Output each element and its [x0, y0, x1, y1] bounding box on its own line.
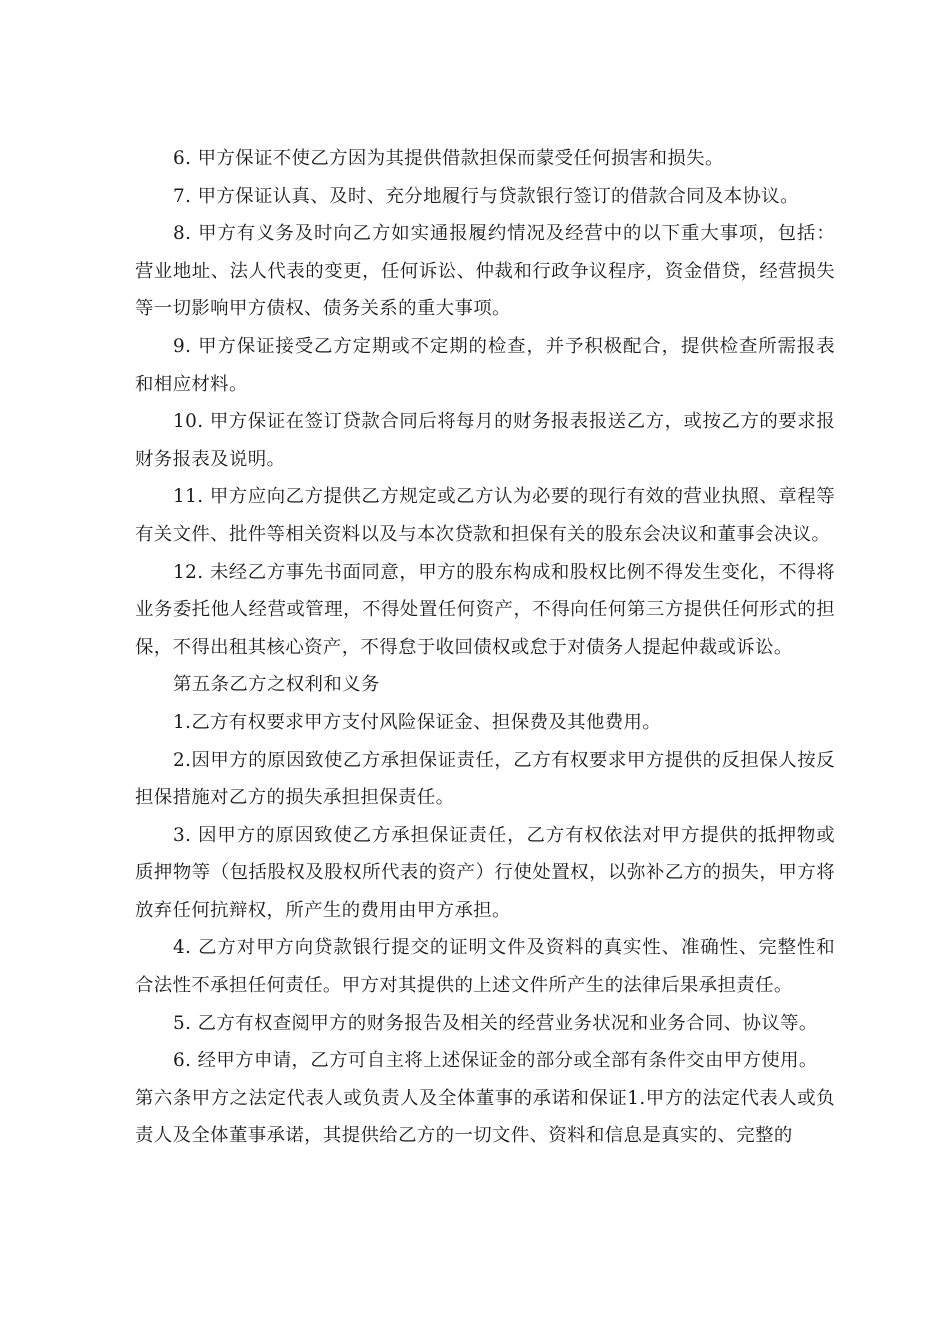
paragraph-clause-4-8: 8. 甲方有义务及时向乙方如实通报履约情况及经营中的以下重大事项，包括：营业地址、法人代表的变更，任何诉讼、仲裁和行政争议程序，资金借贷，经营损失等一切影响甲方债权、债务关系的重大事项。	[135, 223, 835, 320]
paragraph-clause-5-1: 1.乙方有权要求甲方支付风险保证金、担保费及其他费用。	[173, 711, 662, 733]
paragraph-clause-4-10: 10. 甲方保证在签订贷款合同后将每月的财务报表报送乙方，或按乙方的要求报财务报表及说明。	[135, 411, 835, 470]
section-heading-article-5: 第五条乙方之权利和义务	[173, 674, 380, 696]
paragraph-clause-4-11: 11. 甲方应向乙方提供乙方规定或乙方认为必要的现行有效的营业执照、章程等有关文件、批件等相关资料以及与本次贷款和担保有关的股东会决议和董事会决议。	[135, 486, 835, 545]
paragraph-clause-5-5: 5. 乙方有权查阅甲方的财务报告及相关的经营业务状况和业务合同、协议等。	[173, 1012, 818, 1034]
paragraph-clause-5-2: 2.因甲方的原因致使乙方承担保证责任，乙方有权要求甲方提供的反担保人按反担保措施对乙方的损失承担担保责任。	[135, 749, 835, 809]
paragraph-clause-4-9: 9. 甲方保证接受乙方定期或不定期的检查，并予积极配合，提供检查所需报表和相应材料。	[135, 335, 835, 395]
paragraph-clause-4-6: 6. 甲方保证不使乙方因为其提供借款担保而蒙受任何损害和损失。	[173, 148, 724, 169]
paragraph-clause-5-3: 3. 因甲方的原因致使乙方承担保证责任，乙方有权依法对甲方提供的抵押物或质押物等（包括股权及股权所代表的资产）行使处置权，以弥补乙方的损失，甲方将放弃任何抗辩权，所产生的费用由甲方承担。	[135, 824, 835, 921]
paragraph-clause-4-7: 7. 甲方保证认真、及时、充分地履行与贷款银行签订的借款合同及本协议。	[173, 185, 799, 207]
paragraph-clause-5-4: 4. 乙方对甲方向贷款银行提交的证明文件及资料的真实性、准确性、完整性和合法性不承担任何责任。甲方对其提供的上述文件所产生的法律后果承担责任。	[135, 937, 835, 997]
paragraph-clause-4-12: 12. 未经乙方事先书面同意，甲方的股东构成和股权比例不得发生变化，不得将业务委托他人经营或管理，不得处置任何资产，不得向任何第三方提供任何形式的担保，不得出租其核心资产，不得怠于收回债权或怠于对债务人提起仲裁或诉讼。	[135, 561, 835, 658]
body-text	[135, 140, 835, 1155]
paragraph-clause-5-6: 6. 经甲方申请，乙方可自主将上述保证金的部分或全部有条件交由甲方使用。	[173, 1050, 818, 1072]
section-heading-article-6: 第六条甲方之法定代表人或负责人及全体董事的承诺和保证1.甲方的法定代表人或负责人及全体董事承诺，其提供给乙方的一切文件、资料和信息是真实的、完整的	[135, 1087, 835, 1147]
